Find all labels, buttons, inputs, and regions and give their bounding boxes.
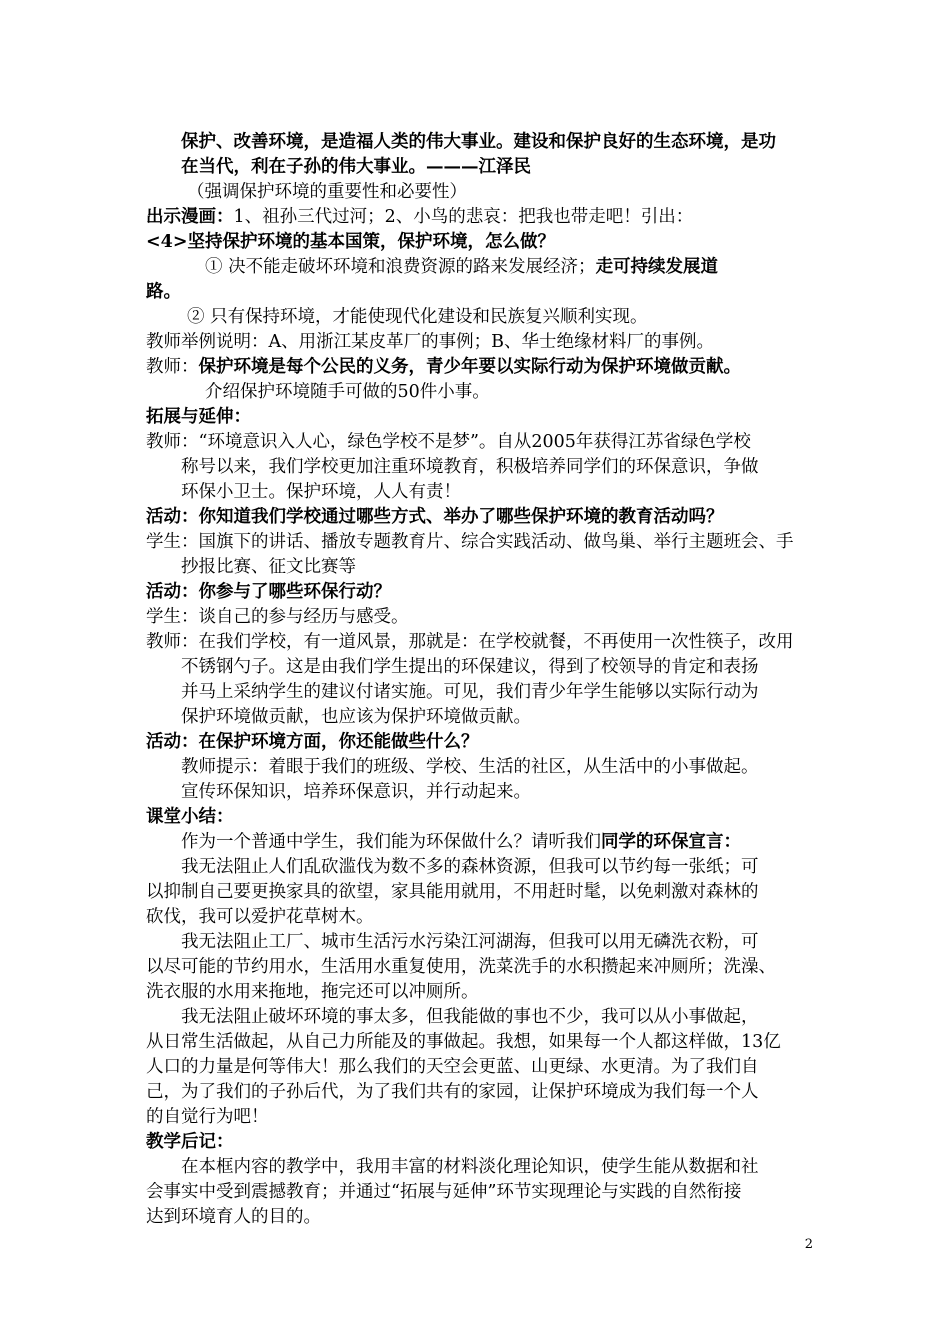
text-line: 己，为了我们的子孙后代，为了我们共有的家园，让保护环境成为我们每一个人 — [146, 1082, 759, 1102]
text-line: 从日常生活做起，从自己力所能及的事做起。我想，如果每一个人都这样做，13亿 — [146, 1032, 781, 1052]
text-line: 抄报比赛、征文比赛等 — [181, 557, 356, 577]
text-line: 以尽可能的节约用水，生活用水重复使用，洗菜洗手的水积攒起来冲厕所；洗澡、 — [146, 957, 776, 977]
text-line: 出示漫画：1、祖孙三代过河；2、小鸟的悲哀：把我也带走吧！引出： — [146, 207, 694, 227]
text-line: 活动：你参与了哪些环保行动？ — [146, 582, 391, 602]
text-line: 保护、改善环境，是造福人类的伟大事业。建设和保护良好的生态环境，是功 — [181, 132, 776, 152]
text-line: ② 只有保持环境，才能使现代化建设和民族复兴顺利实现。 — [187, 307, 648, 327]
text-line: 不锈钢勺子。这是由我们学生提出的环保建议，得到了校领导的肯定和表扬 — [181, 657, 759, 677]
text-line: 教师：在我们学校，有一道风景，那就是：在学校就餐，不再使用一次性筷子，改用 — [146, 632, 794, 652]
text-line: 砍伐，我可以爱护花草树木。 — [146, 907, 374, 927]
text-line: 拓展与延伸： — [146, 407, 251, 427]
text-line: 达到环境育人的目的。 — [146, 1207, 321, 1227]
text-line: 并马上采纳学生的建议付诸实施。可见，我们青少年学生能够以实际行动为 — [181, 682, 759, 702]
text-line: 学生：国旗下的讲话、播放专题教育片、综合实践活动、做鸟巢、举行主题班会、手 — [146, 532, 794, 552]
text-line: 路。 — [146, 282, 181, 302]
text-line: 环保小卫士。保护环境，人人有责！ — [181, 482, 461, 502]
text-line: 活动：在保护环境方面，你还能做些什么？ — [146, 732, 479, 752]
text-line: 教师提示：着眼于我们的班级、学校、生活的社区，从生活中的小事做起。 — [181, 757, 759, 777]
text-line: 以抑制自己要更换家具的欲望，家具能用就用，不用赶时髦，以免刺激对森林的 — [146, 882, 759, 902]
text-line: 课堂小结： — [146, 807, 234, 827]
text-line: <4>坚持保护环境的基本国策，保护环境，怎么做？ — [146, 232, 556, 252]
page-number: 2 — [804, 1237, 813, 1252]
text-line: 保护环境做贡献，也应该为保护环境做贡献。 — [181, 707, 531, 727]
text-line: （强调保护环境的重要性和必要性） — [187, 182, 467, 202]
text-line: 的自觉行为吧！ — [146, 1107, 269, 1127]
text-line: 活动：你知道我们学校通过哪些方式、举办了哪些保护环境的教育活动吗？ — [146, 507, 724, 527]
text-line: 人口的力量是何等伟大！那么我们的天空会更蓝、山更绿、水更清。为了我们自 — [146, 1057, 759, 1077]
text-line: 我无法阻止人们乱砍滥伐为数不多的森林资源，但我可以节约每一张纸；可 — [181, 857, 759, 877]
text-line: 教学后记： — [146, 1132, 234, 1152]
text-line: 教师：保护环境是每个公民的义务，青少年要以实际行动为保护环境做贡献。 — [146, 357, 741, 377]
text-line: 我无法阻止破坏环境的事太多，但我能做的事也不少，我可以从小事做起， — [181, 1007, 759, 1027]
text-line: 在本框内容的教学中，我用丰富的材料淡化理论知识，使学生能从数据和社 — [181, 1157, 759, 1177]
text-line: 在当代，利在子孙的伟大事业。———江泽民 — [181, 157, 531, 177]
text-line: 介绍保护环境随手可做的50件小事。 — [205, 382, 490, 402]
text-line: 教师：“环境意识入人心，绿色学校不是梦”。自从2005年获得江苏省绿色学校 — [146, 432, 751, 452]
text-line: 会事实中受到震撼教育；并通过“拓展与延伸”环节实现理论与实践的自然衔接 — [146, 1182, 742, 1202]
text-line: 我无法阻止工厂、城市生活污水污染江河湖海，但我可以用无磷洗衣粉，可 — [181, 932, 759, 952]
text-line: ① 决不能走破坏环境和浪费资源的路来发展经济；走可持续发展道 — [205, 257, 719, 277]
text-line: 称号以来，我们学校更加注重环境教育，积极培养同学们的环保意识，争做 — [181, 457, 759, 477]
text-line: 洗衣服的水用来拖地，拖完还可以冲厕所。 — [146, 982, 479, 1002]
text-line: 学生：谈自己的参与经历与感受。 — [146, 607, 409, 627]
text-line: 宣传环保知识，培养环保意识，并行动起来。 — [181, 782, 531, 802]
text-line: 教师举例说明：A、用浙江某皮革厂的事例；B、华士绝缘材料厂的事例。 — [146, 332, 714, 352]
text-line: 作为一个普通中学生，我们能为环保做什么？请听我们同学的环保宣言： — [181, 832, 741, 852]
